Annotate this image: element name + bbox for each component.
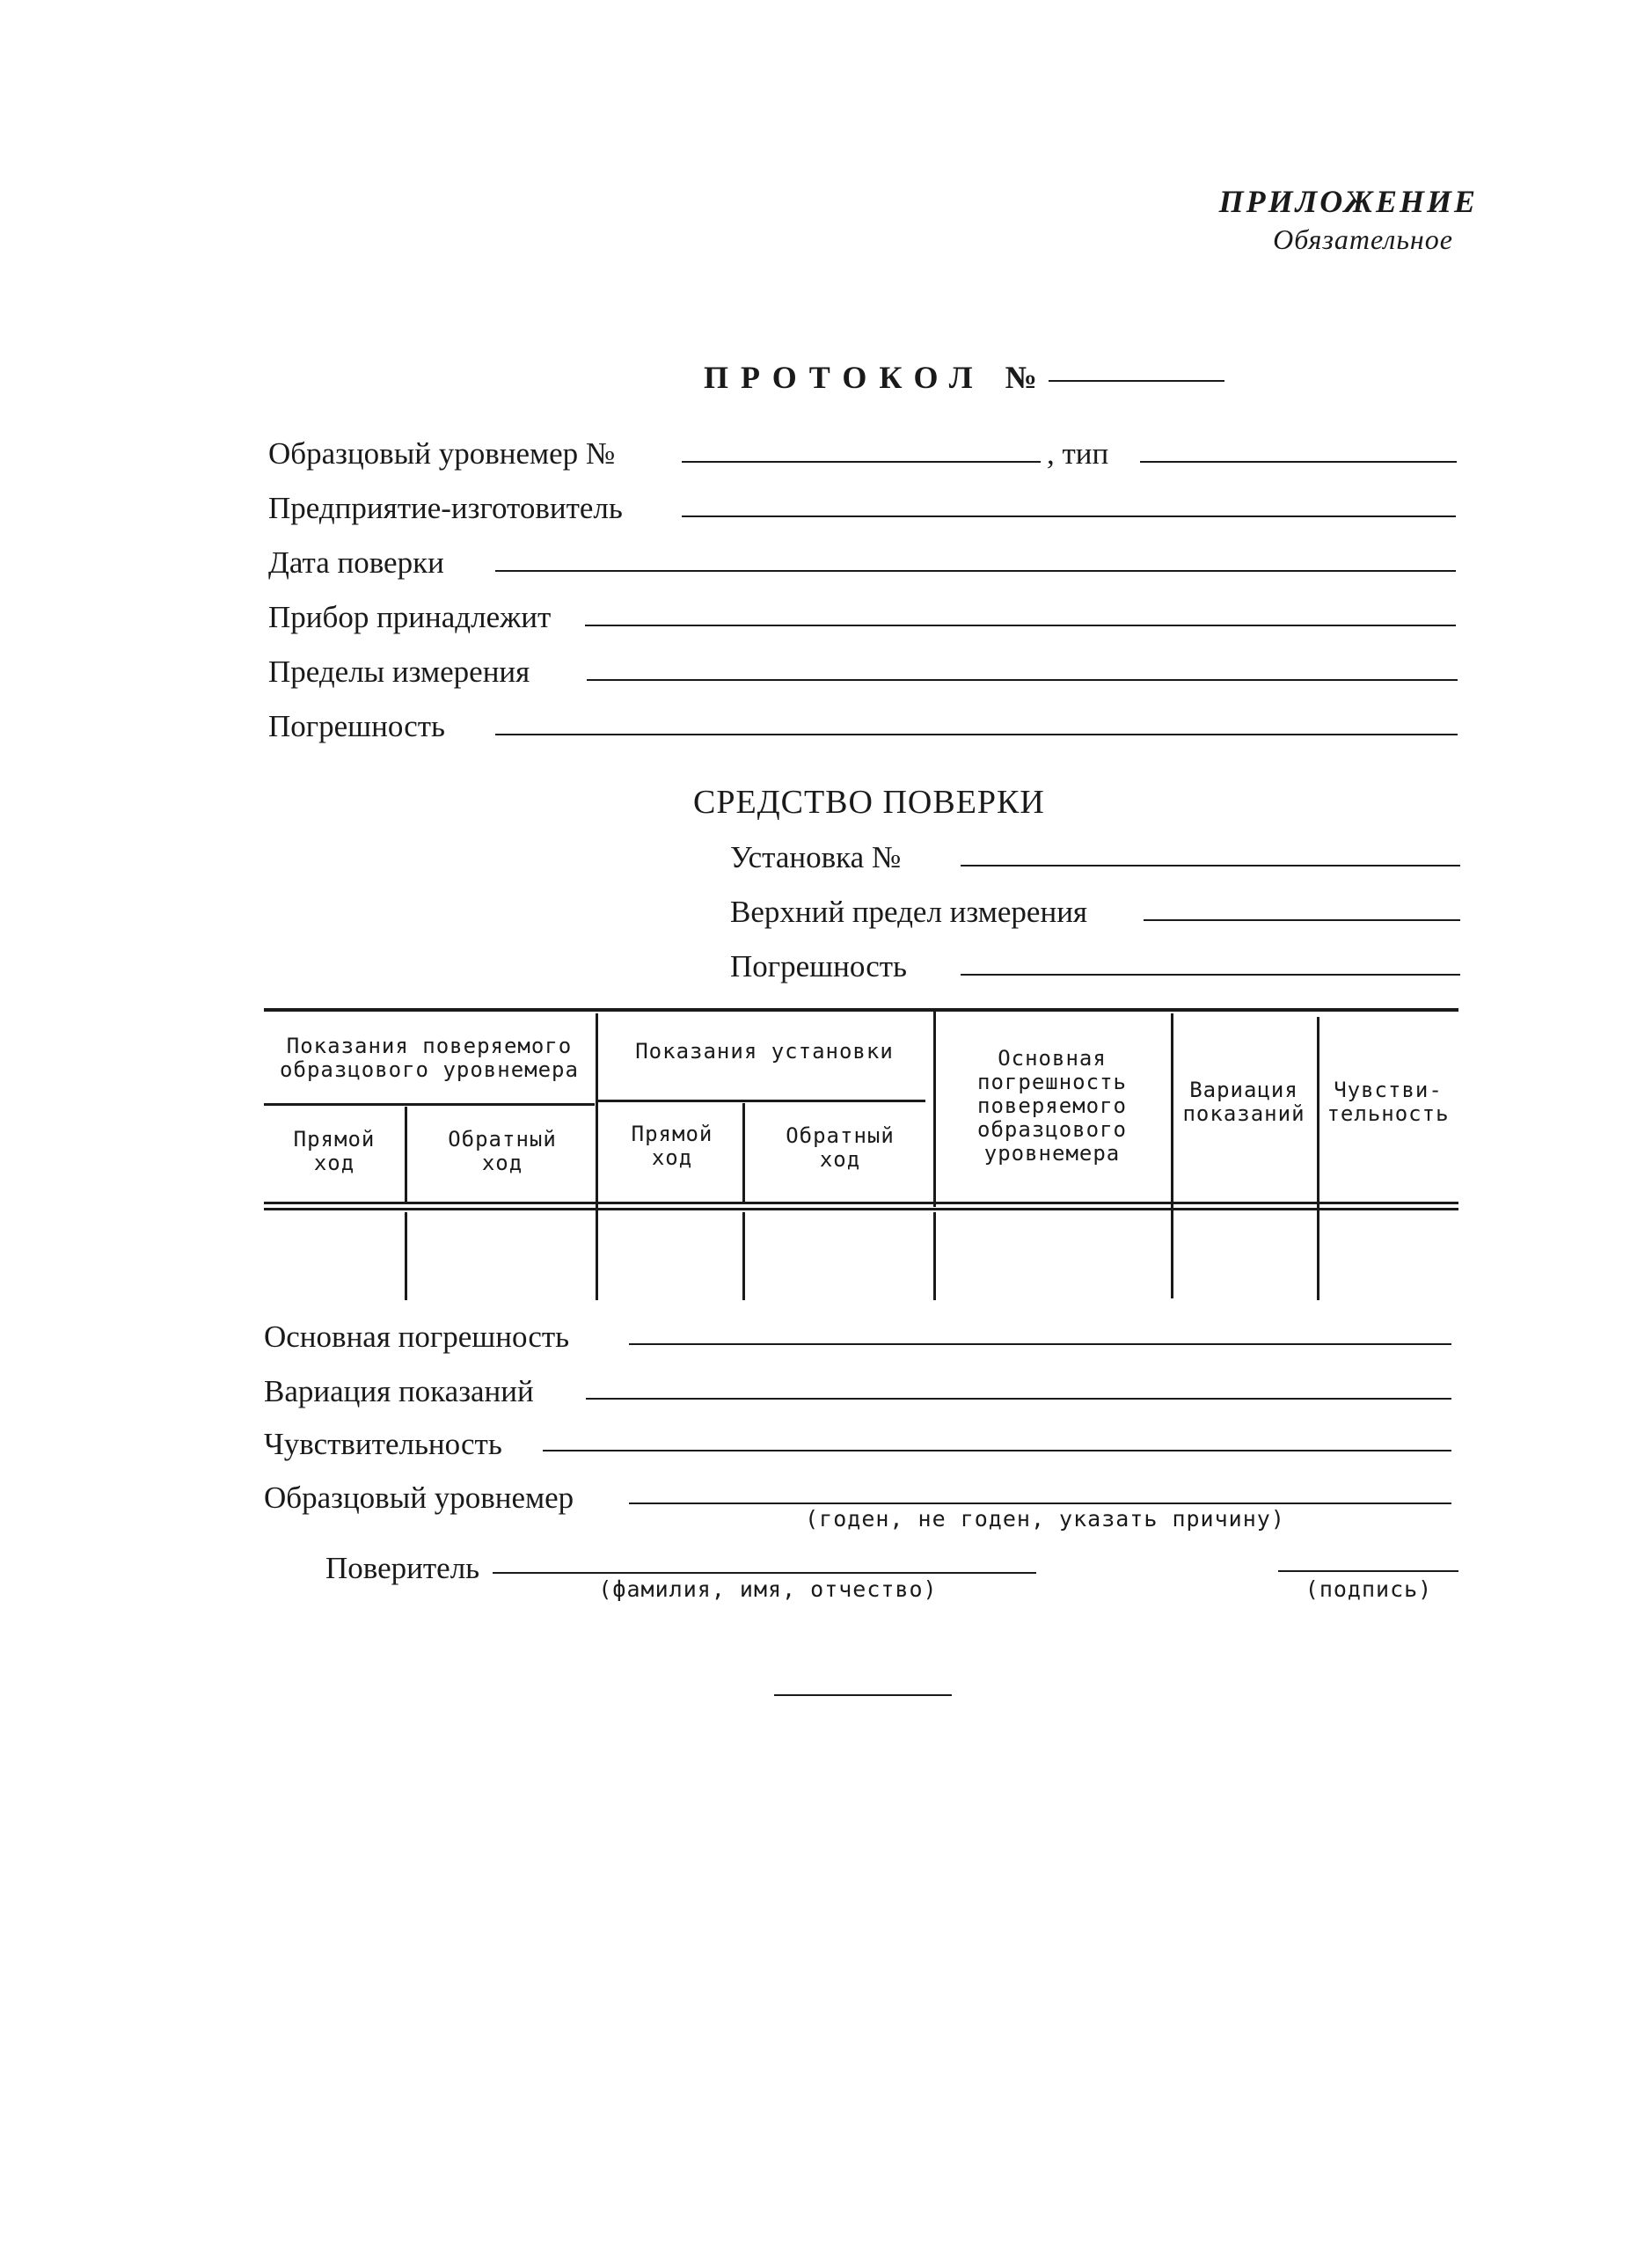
verifier-label: Поверитель <box>325 1551 480 1585</box>
appendix-subtitle: Обязательное <box>1273 223 1453 255</box>
verification-error-line[interactable] <box>961 974 1460 976</box>
setup-number-line[interactable] <box>961 865 1460 866</box>
sensitivity-line[interactable] <box>543 1450 1451 1451</box>
header-group2: Показания установки <box>635 1039 894 1064</box>
header-group1: Показания поверяемого образцового уровнемера <box>280 1034 579 1082</box>
table-header-rule-1 <box>264 1202 1458 1204</box>
header-group2-reverse: Обратный ход <box>786 1123 895 1172</box>
header-group1-reverse: Обратный ход <box>448 1127 557 1175</box>
manufacturer-label: Предприятие-изготовитель <box>268 491 623 525</box>
header-basic-error: Основная погрешность поверяемого образцового уровнемера <box>977 1046 1127 1166</box>
verdict-hint: (годен, не годен, указать причину) <box>805 1506 1285 1532</box>
basic-error-line[interactable] <box>629 1343 1451 1345</box>
sensitivity-label: Чувствительность <box>264 1427 502 1461</box>
col-line-3 <box>933 1010 936 1207</box>
signature-line[interactable] <box>1278 1570 1458 1572</box>
header-group2-forward: Прямой ход <box>631 1122 713 1170</box>
date-label: Дата поверки <box>268 545 444 580</box>
header-variation: Вариация показаний <box>1182 1078 1305 1126</box>
signature-hint: (подпись) <box>1305 1576 1433 1602</box>
col-line-3b <box>933 1212 936 1300</box>
limits-label: Пределы измерения <box>268 654 530 689</box>
verification-error-label: Погрешность <box>730 949 908 983</box>
error-line[interactable] <box>495 734 1458 735</box>
variation-label: Вариация показаний <box>264 1374 534 1408</box>
manufacturer-line[interactable] <box>682 515 1456 517</box>
col-line-5 <box>1317 1017 1319 1300</box>
bottom-divider <box>774 1694 952 1696</box>
table-top-rule <box>264 1008 1458 1012</box>
limits-line[interactable] <box>587 679 1458 681</box>
basic-error-label: Основная погрешность <box>264 1320 570 1354</box>
verdict-line[interactable] <box>629 1503 1451 1504</box>
col-line-sub1 <box>405 1107 407 1202</box>
col-line-sub2 <box>742 1103 745 1202</box>
appendix-title: ПРИЛОЖЕНИЕ <box>1218 184 1478 219</box>
upper-limit-line[interactable] <box>1144 919 1460 921</box>
setup-number-label: Установка № <box>730 840 902 874</box>
col-line-1 <box>596 1013 598 1300</box>
col-line-4 <box>1171 1013 1173 1298</box>
variation-line[interactable] <box>586 1398 1451 1400</box>
model-number-line[interactable] <box>682 461 1041 463</box>
date-line[interactable] <box>495 570 1456 572</box>
protocol-title: ПРОТОКОЛ № <box>704 360 1049 395</box>
header-sensitivity: Чувстви- тельность <box>1327 1078 1450 1126</box>
verifier-name-line[interactable] <box>493 1572 1036 1574</box>
group2-subrule <box>598 1100 925 1102</box>
type-line[interactable] <box>1140 461 1457 463</box>
error-label: Погрешность <box>268 709 446 743</box>
table-header-rule-2 <box>264 1208 1458 1210</box>
protocol-number-line[interactable] <box>1049 380 1224 382</box>
group1-subrule <box>264 1103 595 1106</box>
verification-heading: СРЕДСТВО ПОВЕРКИ <box>693 784 1045 821</box>
col-line-sub1b <box>405 1212 407 1300</box>
owner-label: Прибор принадлежит <box>268 600 552 634</box>
type-label: , тип <box>1047 436 1109 471</box>
name-hint: (фамилия, имя, отчество) <box>598 1576 938 1602</box>
upper-limit-label: Верхний предел измерения <box>730 895 1088 929</box>
appendix-block <box>1219 183 1478 256</box>
col-line-sub2b <box>742 1212 745 1300</box>
model-number-label: Образцовый уровнемер № <box>268 436 616 471</box>
verdict-label: Образцовый уровнемер <box>264 1481 574 1515</box>
owner-line[interactable] <box>585 625 1456 626</box>
header-group1-forward: Прямой ход <box>293 1127 376 1175</box>
